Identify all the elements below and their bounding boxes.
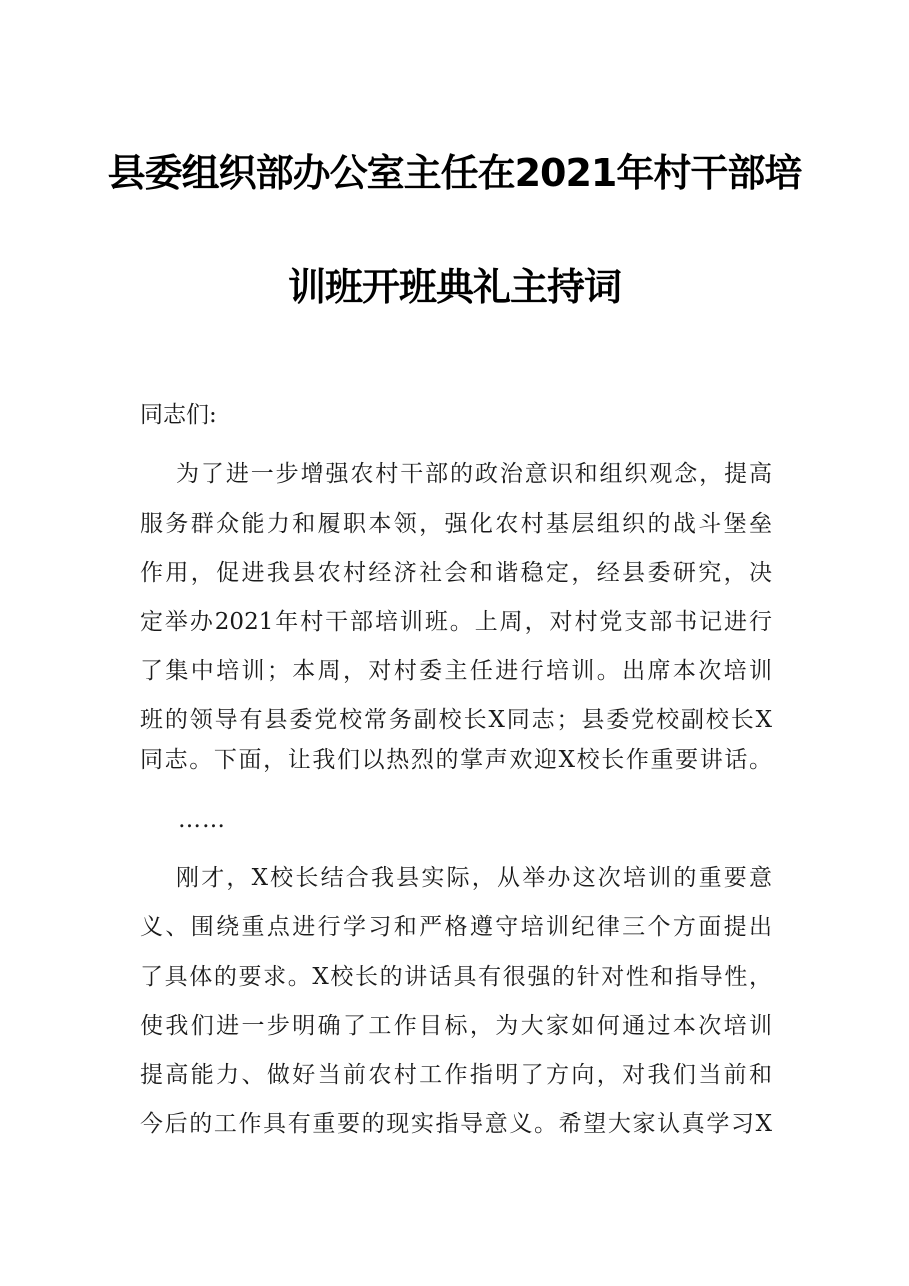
- paragraph1-line: 了集中培训；本周，对村委主任进行培训。出席本次培训: [140, 658, 772, 684]
- paragraph2-line: 了具体的要求。X校长的讲话具有很强的针对性和指导性，: [140, 964, 772, 990]
- paragraph2-line: 今后的工作具有重要的现实指导意义。希望大家认真学习X: [140, 1111, 772, 1137]
- paragraph2-line: 提高能力、做好当前农村工作指明了方向，对我们当前和: [140, 1062, 772, 1088]
- paragraph2-line: 使我们进一步明确了工作目标，为大家如何通过本次培训: [140, 1013, 772, 1039]
- paragraph1-line: 为了进一步增强农村干部的政治意识和组织观念，提高: [176, 461, 772, 487]
- paragraph2-line: 刚才，X校长结合我县实际，从举办这次培训的重要意: [176, 865, 772, 891]
- paragraph1-line: 服务群众能力和履职本领，强化农村基层组织的战斗堡垒: [140, 511, 772, 537]
- paragraph1-line: 班的领导有县委党校常务副校长X同志；县委党校副校长X: [140, 707, 772, 733]
- paragraph1-line: 作用，促进我县农村经济社会和谐稳定，经县委研究，决: [140, 560, 772, 586]
- paragraph1-line: 同志。下面，让我们以热烈的掌声欢迎X校长作重要讲话。: [140, 747, 772, 773]
- document-title-line-2: 训班开班典礼主持词: [287, 265, 621, 309]
- document-title-line-1: 县委组织部办公室主任在2021年村干部培: [107, 151, 802, 195]
- paragraph1-line: 定举办2021年村干部培训班。上周，对村党支部书记进行: [140, 609, 772, 635]
- paragraph2-line: 义、围绕重点进行学习和严格遵守培训纪律三个方面提出: [140, 914, 772, 940]
- salutation: 同志们:: [140, 402, 217, 428]
- ellipsis: ……: [178, 807, 226, 833]
